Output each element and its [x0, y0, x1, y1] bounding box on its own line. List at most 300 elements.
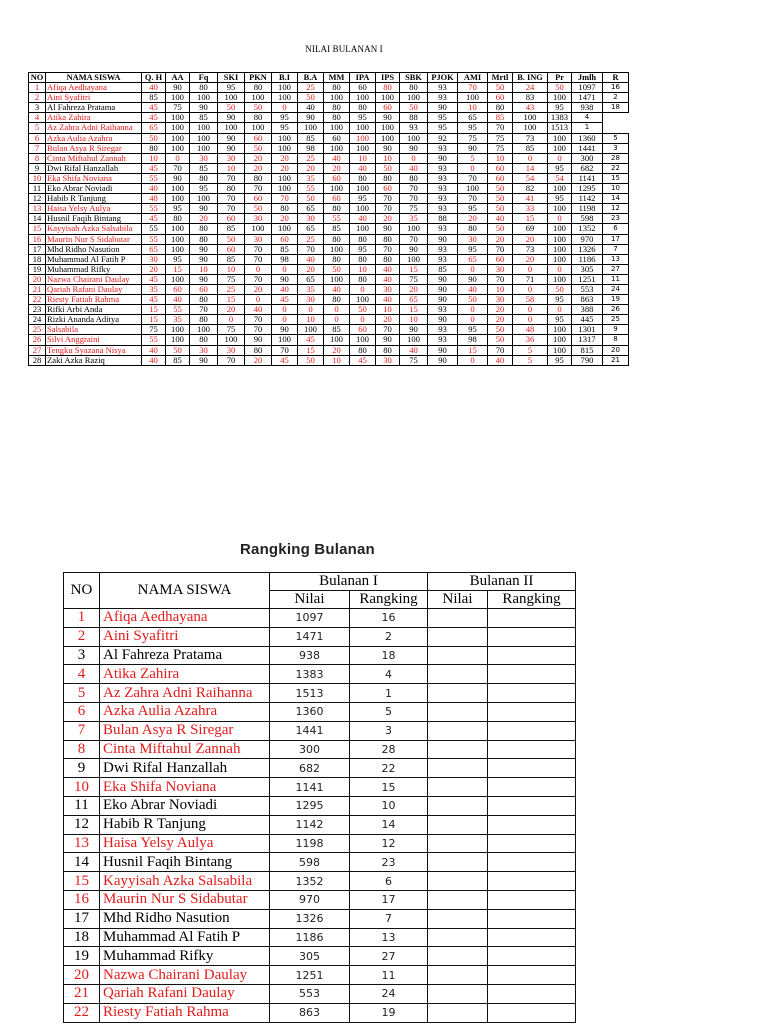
score-cell: 25 [218, 284, 245, 294]
score-cell: 43 [513, 103, 548, 113]
score-cell: 28 [603, 153, 629, 163]
table-row [29, 305, 629, 315]
score-cell: 0 [218, 315, 245, 325]
ranking-title: Rangking Bulanan [240, 541, 375, 558]
score-cell: 93 [428, 184, 458, 194]
score-cell: 0 [548, 264, 572, 274]
monthly-score-table [28, 72, 629, 366]
row-number: 1 [64, 609, 100, 628]
rangking-2-cell [488, 702, 576, 721]
nilai-value: 1141 [270, 778, 350, 797]
nilai-2-cell [428, 721, 488, 740]
row-number: 18 [64, 928, 100, 947]
ranking-row [64, 665, 576, 684]
score-cell: 100 [350, 143, 376, 153]
score-cell: 50 [298, 194, 324, 204]
score-cell: 60 [324, 133, 350, 143]
score-cell: 0 [513, 305, 548, 315]
table-row [29, 184, 629, 194]
student-name: Muhammad Al Fatih P [46, 254, 142, 264]
score-cell: 100 [350, 224, 376, 234]
table-row [29, 113, 629, 123]
score-cell: 90 [428, 345, 458, 355]
score-cell: 95 [166, 254, 190, 264]
row-number: 15 [64, 872, 100, 891]
score-cell: 12 [603, 204, 629, 214]
score-cell: 50 [458, 295, 488, 305]
score-cell: 90 [218, 133, 245, 143]
rangking-value: 28 [350, 740, 428, 759]
student-name: Aini Syafitri [100, 627, 270, 646]
score-cell: 70 [488, 345, 513, 355]
row-number: 8 [64, 740, 100, 759]
nilai-value: 1097 [270, 609, 350, 628]
score-cell: 80 [190, 173, 218, 183]
score-cell: 30 [190, 345, 218, 355]
nilai-2-cell [428, 740, 488, 759]
score-cell: 0 [324, 305, 350, 315]
score-cell: 60 [218, 244, 245, 254]
score-cell: 50 [298, 93, 324, 103]
score-cell: 50 [488, 325, 513, 335]
score-cell: 30 [190, 153, 218, 163]
score-cell: 75 [218, 274, 245, 284]
score-cell: 45 [142, 295, 166, 305]
score-cell: 100 [272, 173, 298, 183]
row-number: 1 [29, 83, 46, 93]
student-name: Kayyisah Azka Salsabila [46, 224, 142, 234]
rangking-value: 18 [350, 646, 428, 665]
score-cell: 80 [245, 113, 272, 123]
score-cell: 24 [603, 284, 629, 294]
score-cell: 50 [245, 103, 272, 113]
student-name: Muhammad Rifky [100, 947, 270, 966]
score-cell: 95 [458, 244, 488, 254]
ranking-row [64, 947, 576, 966]
score-cell: 30 [218, 153, 245, 163]
row-number: 25 [29, 325, 46, 335]
score-cell: 65 [458, 113, 488, 123]
score-cell: 65 [142, 123, 166, 133]
score-cell: 30 [245, 214, 272, 224]
row-number: 6 [29, 133, 46, 143]
rangking-value: 27 [350, 947, 428, 966]
nilai-2-cell [428, 778, 488, 797]
score-cell: 93 [428, 305, 458, 315]
score-cell: 90 [400, 325, 428, 335]
score-cell: 90 [428, 295, 458, 305]
student-name: Haisa Yelsy Aulya [46, 204, 142, 214]
score-cell: 100 [298, 123, 324, 133]
score-cell: 70 [245, 325, 272, 335]
rangking-2-cell [488, 928, 576, 947]
score-cell: 100 [190, 143, 218, 153]
score-cell: 100 [272, 133, 298, 143]
score-cell: 0 [548, 305, 572, 315]
score-cell: 10 [218, 264, 245, 274]
score-cell: 20 [245, 355, 272, 365]
score-cell: 60 [324, 194, 350, 204]
row-number: 15 [29, 224, 46, 234]
score-cell: 40 [350, 214, 376, 224]
score-cell: 93 [428, 244, 458, 254]
score-cell: 65 [298, 224, 324, 234]
row-number: 13 [64, 834, 100, 853]
score-cell: 15 [603, 173, 629, 183]
row-number: 23 [29, 305, 46, 315]
row-number: 7 [29, 143, 46, 153]
score-cell: 80 [376, 345, 400, 355]
score-cell: 25 [298, 153, 324, 163]
nilai-value: 1352 [270, 872, 350, 891]
score-cell: 15 [142, 315, 166, 325]
score-cell: 4 [572, 113, 603, 123]
row-number: 20 [64, 966, 100, 985]
score-cell: 15 [400, 264, 428, 274]
table-row [29, 93, 629, 103]
score-cell: 10 [488, 284, 513, 294]
score-cell: 45 [142, 113, 166, 123]
rangking-2-cell [488, 665, 576, 684]
score-cell: 80 [190, 83, 218, 93]
score-cell: 90 [190, 103, 218, 113]
score-cell: 50 [218, 234, 245, 244]
score-cell: 27 [603, 264, 629, 274]
score-cell: 20 [376, 214, 400, 224]
score-cell: 15 [218, 295, 245, 305]
score-cell: 1295 [572, 184, 603, 194]
score-cell: 80 [350, 254, 376, 264]
score-cell: 100 [400, 335, 428, 345]
score-cell: 100 [324, 184, 350, 194]
score-cell: 100 [166, 123, 190, 133]
student-name: Qariah Rafani Daulay [100, 984, 270, 1003]
row-number: 21 [29, 284, 46, 294]
rangking-value: 5 [350, 702, 428, 721]
score-cell: 70 [458, 173, 488, 183]
score-cell: 100 [376, 123, 400, 133]
score-cell: 553 [572, 284, 603, 294]
score-cell: 100 [400, 93, 428, 103]
score-cell: 90 [272, 274, 298, 284]
score-cell: 93 [428, 173, 458, 183]
score-cell: 40 [298, 254, 324, 264]
nilai-2-cell [428, 890, 488, 909]
rangking-value: 22 [350, 759, 428, 778]
score-cell: 70 [218, 355, 245, 365]
score-cell: 55 [298, 184, 324, 194]
score-cell: 0 [272, 315, 298, 325]
nilai-value: 1142 [270, 815, 350, 834]
score-cell: 90 [400, 244, 428, 254]
student-name: Mhd Ridho Nasution [46, 244, 142, 254]
score-cell: 14 [513, 163, 548, 173]
student-name: Salsabila [46, 325, 142, 335]
nilai-value: 863 [270, 1003, 350, 1022]
row-number: 28 [29, 355, 46, 365]
score-cell: 60 [350, 325, 376, 335]
ranking-header-row [64, 573, 576, 591]
score-cell: 863 [572, 295, 603, 305]
score-cell: 80 [324, 83, 350, 93]
score-cell: 100 [548, 345, 572, 355]
score-cell: 50 [218, 103, 245, 113]
student-name: Kayyisah Azka Salsabila [100, 872, 270, 891]
score-cell: 90 [218, 113, 245, 123]
score-cell: 90 [376, 335, 400, 345]
row-number: 2 [29, 93, 46, 103]
rangking-value: 15 [350, 778, 428, 797]
score-cell: 30 [376, 355, 400, 365]
row-number: 2 [64, 627, 100, 646]
nilai-value: 938 [270, 646, 350, 665]
score-cell: 50 [245, 204, 272, 214]
score-cell: 50 [142, 133, 166, 143]
score-cell: 0 [458, 305, 488, 315]
score-cell: 20 [298, 163, 324, 173]
score-cell: 70 [376, 194, 400, 204]
score-cell: 90 [376, 143, 400, 153]
score-cell: 40 [324, 153, 350, 163]
row-number: 26 [29, 335, 46, 345]
nilai-2-cell [428, 947, 488, 966]
score-cell: 10 [324, 355, 350, 365]
score-cell: 40 [458, 284, 488, 294]
row-number: 3 [29, 103, 46, 113]
student-name: Az Zahra Adni Raihanna [100, 684, 270, 703]
score-cell: 95 [350, 244, 376, 254]
score-cell: 26 [603, 305, 629, 315]
ranking-row [64, 721, 576, 740]
rangking-value: 2 [350, 627, 428, 646]
score-cell: 85 [488, 113, 513, 123]
score-cell: 33 [513, 204, 548, 214]
score-cell: 100 [548, 143, 572, 153]
score-cell: 90 [218, 143, 245, 153]
row-number: 16 [29, 234, 46, 244]
student-name: Qariah Rafani Daulay [46, 284, 142, 294]
header-cell: Jmlh [572, 73, 603, 83]
header-bulanan-2: Bulanan II [428, 573, 576, 591]
score-cell: 50 [488, 224, 513, 234]
nilai-value: 305 [270, 947, 350, 966]
row-number: 10 [29, 173, 46, 183]
score-cell: 100 [245, 123, 272, 133]
score-cell: 40 [142, 355, 166, 365]
ranking-row [64, 1003, 576, 1022]
table-row [29, 153, 629, 163]
rangking-value: 23 [350, 853, 428, 872]
score-cell: 54 [513, 173, 548, 183]
nilai-value: 598 [270, 853, 350, 872]
score-cell: 40 [166, 295, 190, 305]
row-number: 20 [29, 274, 46, 284]
table-row [29, 214, 629, 224]
score-cell: 80 [350, 173, 376, 183]
score-cell: 80 [190, 295, 218, 305]
student-name: Zaki Azka Raziq [46, 355, 142, 365]
table-row [29, 315, 629, 325]
student-name: Eko Abrar Noviadi [46, 184, 142, 194]
score-cell: 50 [488, 335, 513, 345]
score-cell: 54 [548, 173, 572, 183]
student-name: Afiqa Aedhayana [100, 609, 270, 628]
score-cell: 30 [298, 295, 324, 305]
score-cell: 65 [298, 204, 324, 214]
score-cell: 83 [513, 93, 548, 103]
score-cell: 75 [488, 133, 513, 143]
score-cell: 50 [488, 204, 513, 214]
score-cell: 85 [324, 325, 350, 335]
score-cell: 100 [218, 335, 245, 345]
score-cell: 0 [350, 284, 376, 294]
score-cell: 100 [166, 325, 190, 335]
score-cell: 100 [350, 335, 376, 345]
nilai-2-cell [428, 702, 488, 721]
score-cell: 21 [603, 355, 629, 365]
score-cell: 35 [400, 214, 428, 224]
score-cell: 20 [324, 345, 350, 355]
score-cell: 3 [603, 143, 629, 153]
nilai-2-cell [428, 966, 488, 985]
score-cell: 95 [548, 295, 572, 305]
score-cell: 90 [458, 143, 488, 153]
row-number: 12 [29, 194, 46, 204]
score-cell: 0 [272, 264, 298, 274]
score-cell: 100 [350, 123, 376, 133]
score-cell: 80 [376, 234, 400, 244]
score-cell: 100 [190, 123, 218, 133]
score-cell: 55 [142, 234, 166, 244]
header-cell: AA [166, 73, 190, 83]
row-number: 3 [64, 646, 100, 665]
score-cell: 90 [190, 254, 218, 264]
row-number: 4 [64, 665, 100, 684]
score-cell: 20 [245, 163, 272, 173]
score-cell: 30 [488, 295, 513, 305]
nilai-value: 1251 [270, 966, 350, 985]
score-cell: 93 [428, 163, 458, 173]
score-cell: 80 [245, 345, 272, 355]
score-cell: 20 [458, 214, 488, 224]
score-cell: 60 [488, 93, 513, 103]
table-row [29, 204, 629, 214]
score-cell: 0 [458, 264, 488, 274]
score-cell: 100 [190, 93, 218, 103]
row-number: 24 [29, 315, 46, 325]
score-cell: 36 [513, 335, 548, 345]
score-cell: 90 [166, 83, 190, 93]
header-cell: SKI [218, 73, 245, 83]
header-cell: NAMA SISWA [46, 73, 142, 83]
score-cell: 50 [488, 184, 513, 194]
row-number: 21 [64, 984, 100, 1003]
score-cell: 20 [400, 284, 428, 294]
score-cell: 598 [572, 214, 603, 224]
student-name: Bulan Asya R Siregar [100, 721, 270, 740]
nilai-2-cell [428, 815, 488, 834]
rangking-2-cell [488, 853, 576, 872]
score-cell: 17 [603, 234, 629, 244]
nilai-value: 1198 [270, 834, 350, 853]
score-cell: 100 [324, 123, 350, 133]
score-cell: 0 [458, 355, 488, 365]
score-cell: 100 [166, 234, 190, 244]
score-cell: 20 [218, 305, 245, 315]
score-cell: 30 [488, 264, 513, 274]
score-cell: 1317 [572, 335, 603, 345]
score-cell: 0 [245, 264, 272, 274]
student-name: Maurin Nur S Sidabutar [46, 234, 142, 244]
nilai-value: 1186 [270, 928, 350, 947]
score-cell: 90 [376, 113, 400, 123]
score-cell: 95 [272, 113, 298, 123]
score-cell: 90 [428, 355, 458, 365]
score-cell: 0 [400, 153, 428, 163]
header-cell: IPA [350, 73, 376, 83]
score-cell: 70 [272, 345, 298, 355]
ranking-row [64, 966, 576, 985]
student-name: Rizki Ananda Aditya [46, 315, 142, 325]
table-row [29, 355, 629, 365]
score-cell: 100 [298, 325, 324, 335]
score-cell: 65 [400, 295, 428, 305]
score-cell: 20 [190, 214, 218, 224]
score-cell: 100 [272, 143, 298, 153]
score-cell: 100 [324, 143, 350, 153]
nilai-value: 1326 [270, 909, 350, 928]
score-cell: 10 [298, 315, 324, 325]
rangking-2-cell [488, 890, 576, 909]
ranking-row [64, 627, 576, 646]
score-cell: 35 [298, 284, 324, 294]
score-cell: 0 [350, 315, 376, 325]
row-number: 14 [64, 853, 100, 872]
score-cell: 1186 [572, 254, 603, 264]
score-cell: 20 [298, 264, 324, 274]
score-cell: 25 [603, 315, 629, 325]
header-cell: Pr [548, 73, 572, 83]
score-cell: 70 [218, 204, 245, 214]
score-cell: 98 [272, 254, 298, 264]
score-cell: 41 [513, 194, 548, 204]
score-cell: 20 [272, 153, 298, 163]
score-cell: 8 [603, 335, 629, 345]
nilai-2-cell [428, 1003, 488, 1022]
score-cell: 90 [458, 274, 488, 284]
score-cell: 100 [166, 335, 190, 345]
score-cell: 60 [245, 194, 272, 204]
score-cell: 1352 [572, 224, 603, 234]
score-cell: 95 [350, 113, 376, 123]
score-cell: 70 [245, 315, 272, 325]
rangking-value: 10 [350, 796, 428, 815]
score-cell: 100 [350, 204, 376, 214]
score-cell: 100 [272, 184, 298, 194]
score-cell: 1441 [572, 143, 603, 153]
score-cell: 70 [376, 204, 400, 214]
score-cell: 25 [298, 234, 324, 244]
score-cell: 305 [572, 264, 603, 274]
score-cell: 20 [376, 315, 400, 325]
score-cell: 60 [272, 234, 298, 244]
table-row [29, 123, 629, 133]
score-cell: 70 [376, 244, 400, 254]
score-cell: 100 [218, 93, 245, 103]
score-cell: 85 [428, 264, 458, 274]
score-cell: 80 [350, 234, 376, 244]
score-cell: 22 [603, 163, 629, 173]
